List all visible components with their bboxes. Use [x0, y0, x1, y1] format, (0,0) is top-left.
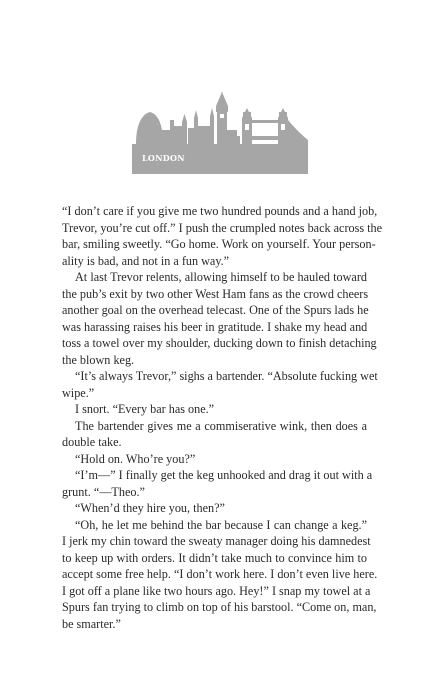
text-line: accept some free help. “I don’t work here. I don’t even live here. — [62, 567, 378, 581]
text-line: I jerk my chin toward the sweaty manager doing his damnedest — [62, 534, 371, 548]
text-line: “It’s always Trevor,” sighs a bartender. “Absolute fucking wet — [75, 369, 378, 383]
text-line: “I’m—” I finally get the keg unhooked and drag it out with a — [75, 468, 373, 482]
body-text — [62, 203, 383, 632]
text-line: to keep up with orders. It didn’t take much to convince him to — [62, 550, 367, 565]
text-line: wipe.” — [62, 385, 95, 400]
text-line: I got off a plane like two hours ago. Hey!” I snap my towel at a — [62, 583, 371, 598]
text-line: the blown keg. — [62, 352, 135, 367]
text-line: “Hold on. Who’re you?” — [75, 451, 196, 466]
text-line: At last Trevor relents, allowing himself to be hauled toward — [75, 270, 367, 284]
text-line: “Oh, he let me behind the bar because I can change a keg.” — [75, 517, 367, 532]
text-line: “I don’t care if you give me two hundred pounds and a hand job, — [62, 204, 378, 218]
header-label: LONDON — [142, 153, 185, 163]
text-line: another goal on the overhead telecast. One of the Spurs lads he — [62, 303, 369, 317]
text-line: was harassing raises his beer in gratitude. I shake my head and — [62, 319, 368, 334]
text-line: the pub’s exit by two other West Ham fans as the crowd cheers — [62, 286, 369, 301]
text-line: bar, smiling sweetly. “Go home. Work on yourself. Your person- — [62, 237, 376, 251]
text-line: “When’d they hire you, then?” — [75, 501, 225, 515]
text-line: The bartender gives me a commiserative wink, then does a — [75, 418, 367, 433]
text-line: double take. — [62, 435, 122, 449]
text-line: be smarter.” — [62, 616, 121, 631]
text-line: grunt. “—Theo.” — [62, 484, 145, 499]
text-line: Trevor, you’re cut off.” I push the crumpled notes back across the — [62, 220, 383, 235]
text-line: ality is bad, and not in a fun way.” — [62, 253, 230, 268]
text-line: I snort. “Every bar has one.” — [75, 402, 215, 416]
text-line: Spurs fan trying to climb on top of his barstool. “Come on, man, — [62, 600, 377, 614]
text-line: toss a towel over my shoulder, ducking down to finish detaching — [62, 336, 377, 350]
